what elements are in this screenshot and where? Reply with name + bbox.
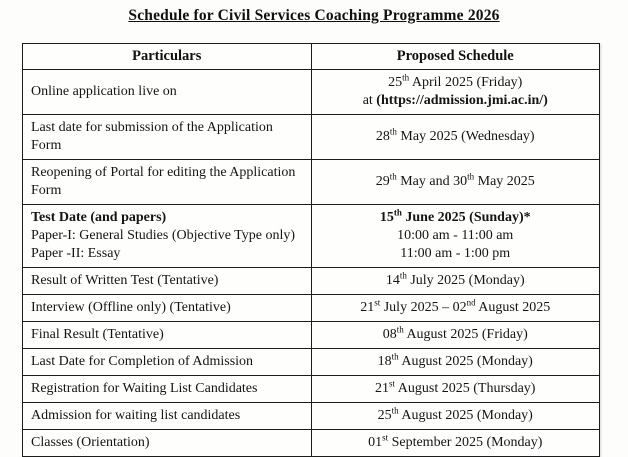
particulars-cell — [23, 160, 312, 205]
schedule-table-body — [23, 70, 600, 457]
column-header-proposed-schedule: Proposed Schedule — [311, 44, 600, 70]
table-row — [23, 115, 600, 160]
text-segment: Paper-I: General Studies (Objective Type only) — [31, 228, 296, 243]
schedule-cell — [311, 322, 600, 349]
text-segment: 10:00 am - 11:00 am — [397, 228, 514, 243]
schedule-cell — [311, 70, 600, 115]
schedule-table — [22, 43, 600, 457]
cell-line — [320, 74, 592, 92]
cell-line — [31, 245, 303, 263]
table-row — [23, 322, 600, 349]
cell-line — [31, 227, 303, 245]
cell-line — [320, 272, 592, 290]
table-row — [23, 295, 600, 322]
table-row — [23, 376, 600, 403]
table-row — [23, 349, 600, 376]
text-segment: Online application live on — [31, 84, 177, 99]
table-row — [23, 70, 600, 115]
text-segment: 29th May and 30th May 2025 — [375, 171, 535, 189]
admission-url: (https://admission.jmi.ac.in/) — [376, 93, 548, 108]
cell-line — [31, 326, 303, 344]
particulars-cell — [23, 115, 312, 160]
cell-line — [31, 209, 303, 227]
particulars-cell — [23, 322, 312, 349]
table-row — [23, 268, 600, 295]
schedule-table-head — [23, 44, 600, 70]
cell-line — [320, 434, 592, 452]
cell-line — [31, 434, 303, 452]
schedule-cell — [311, 430, 600, 457]
particulars-cell — [23, 403, 312, 430]
cell-line — [320, 353, 592, 371]
schedule-cell — [311, 160, 600, 205]
text-segment: 28th May 2025 (Wednesday) — [375, 126, 535, 144]
text-segment: 15th June 2025 (Sunday)* — [379, 207, 531, 225]
cell-line — [31, 119, 303, 155]
column-header-particulars: Particulars — [23, 44, 312, 70]
particulars-cell — [23, 268, 312, 295]
text-segment: 25th April 2025 (Friday) — [388, 72, 523, 90]
text-segment: Admission for waiting list candidates — [31, 408, 241, 423]
text-segment: Result of Written Test (Tentative) — [31, 273, 219, 288]
cell-line — [31, 83, 303, 101]
table-row — [23, 160, 600, 205]
schedule-cell — [311, 349, 600, 376]
cell-line — [320, 245, 592, 263]
schedule-cell — [311, 376, 600, 403]
cell-line — [31, 299, 303, 317]
text-segment: 01st September 2025 (Monday) — [368, 432, 543, 450]
cell-line — [320, 407, 592, 425]
particulars-cell — [23, 205, 312, 268]
particulars-cell — [23, 430, 312, 457]
cell-line — [320, 209, 592, 227]
text-segment: Last Date for Completion of Admission — [31, 354, 254, 369]
cell-line — [320, 299, 592, 317]
schedule-cell — [311, 295, 600, 322]
cell-line — [320, 128, 592, 146]
text-segment: Final Result (Tentative) — [31, 327, 164, 342]
schedule-cell — [311, 268, 600, 295]
cell-line — [31, 380, 303, 398]
particulars-cell — [23, 376, 312, 403]
text-segment: 21st August 2025 (Thursday) — [375, 378, 536, 396]
cell-line — [320, 173, 592, 191]
table-row — [23, 403, 600, 430]
text-segment: 14th July 2025 (Monday) — [385, 270, 525, 288]
text-segment: Classes (Orientation) — [31, 435, 150, 450]
cell-line — [320, 326, 592, 344]
particulars-cell — [23, 349, 312, 376]
text-segment: Test Date (and papers) — [31, 210, 167, 225]
particulars-cell — [23, 70, 312, 115]
text-segment: Last date for submission of the Application Form — [31, 120, 273, 153]
text-segment: 25th August 2025 (Monday) — [377, 405, 533, 423]
particulars-cell — [23, 295, 312, 322]
schedule-cell — [311, 115, 600, 160]
text-segment: Registration for Waiting List Candidates — [31, 381, 258, 396]
text-segment: 11:00 am - 1:00 pm — [400, 246, 511, 261]
cell-line — [31, 272, 303, 290]
document-title: Schedule for Civil Services Coaching Programme 2026 — [128, 7, 500, 24]
cell-line — [320, 92, 592, 110]
text-segment: 08th August 2025 (Friday) — [382, 324, 528, 342]
schedule-cell — [311, 205, 600, 268]
header-row — [23, 44, 600, 70]
text-segment: Reopening of Portal for editing the Application Form — [31, 165, 296, 198]
text-segment: Paper -II: Essay — [31, 246, 121, 261]
table-row — [23, 430, 600, 457]
table-row — [23, 205, 600, 268]
cell-line — [31, 164, 303, 200]
cell-line — [31, 407, 303, 425]
text-segment: 18th August 2025 (Monday) — [377, 351, 533, 369]
schedule-cell — [311, 403, 600, 430]
text-segment: at — [362, 93, 377, 108]
cell-line — [31, 353, 303, 371]
text-segment: 21st July 2025 – 02nd August 2025 — [360, 297, 551, 315]
cell-line — [320, 227, 592, 245]
text-segment: Interview (Offline only) (Tentative) — [31, 300, 231, 315]
cell-line — [320, 380, 592, 398]
